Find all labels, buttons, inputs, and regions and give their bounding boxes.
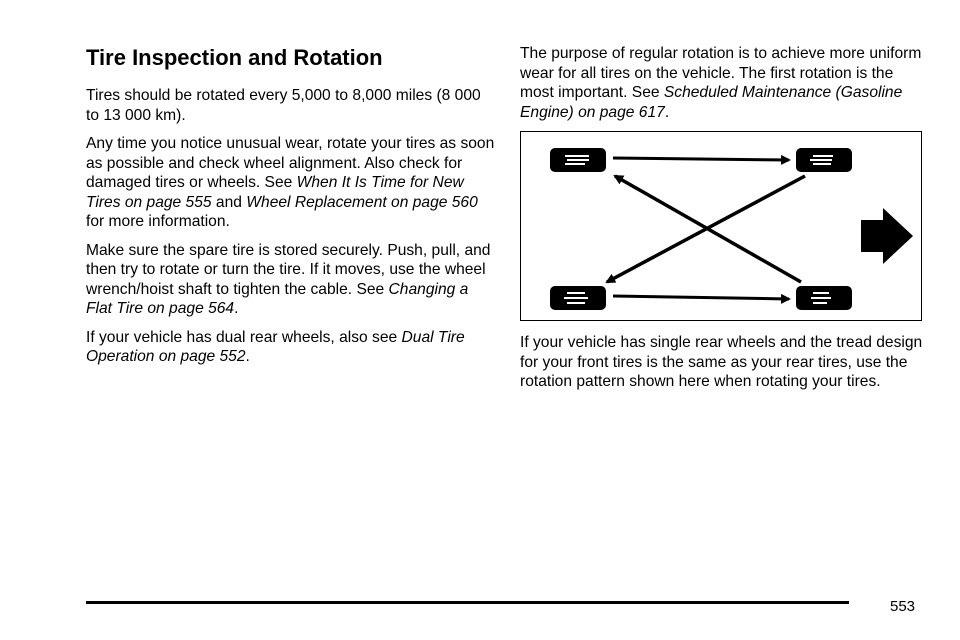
left-column	[86, 44, 496, 376]
link-new-tires[interactable]: When It Is Time for New Tires on page 555	[86, 174, 464, 211]
period: .	[234, 300, 239, 317]
link-scheduled-maintenance[interactable]: Scheduled Maintenance (Gasoline Engine) on page 617	[520, 84, 903, 121]
period: .	[245, 348, 250, 365]
rotation-pattern-svg	[521, 132, 921, 320]
rotation-interval-paragraph: Tires should be rotated every 5,000 to 8,000 miles (8 000 to 13 000 km).	[86, 87, 481, 124]
period: .	[664, 103, 670, 121]
rotation-purpose-text: The purpose of regular rotation is to achieve more uniform wear for all tires on the vehicle. The first rotation is the most important. See	[520, 45, 922, 101]
spare-tire-text: Make sure the spare tire is stored securely. Push, pull, and then try to rotate or turn the tire. If it moves, use the wheel wrench/hoist shaft to tighten the cable. See	[86, 241, 491, 298]
footer-rule	[86, 601, 849, 604]
tire-rear-right	[796, 286, 852, 310]
more-info-text: for more information.	[86, 213, 230, 230]
section-heading: Tire Inspection and Rotation	[86, 45, 383, 70]
and-text: and	[215, 193, 242, 211]
link-dual-tire[interactable]: Dual Tire Operation on page 552	[86, 328, 465, 365]
single-rear-paragraph: If your vehicle has single rear wheels and the tread design for your front tires is the same as your rear tires, use the rotation pattern shown here when rotating your tires.	[520, 334, 923, 390]
unusual-wear-paragraph	[86, 134, 496, 232]
tire-front-right	[796, 148, 852, 172]
vehicle-forward-arrow-icon	[861, 208, 913, 264]
rotation-purpose-paragraph	[520, 44, 925, 122]
tire-front-left	[550, 148, 606, 172]
link-flat-tire[interactable]: Changing a Flat Tire on page 564	[86, 280, 469, 317]
arrow-front-left-to-front-right	[613, 158, 789, 160]
dual-rear-text: If your vehicle has dual rear wheels, also see	[86, 328, 398, 346]
right-column	[520, 44, 925, 401]
spare-tire-paragraph	[86, 241, 496, 319]
link-wheel-replacement[interactable]: Wheel Replacement on page 560	[246, 193, 478, 211]
dual-rear-paragraph	[86, 328, 496, 367]
tire-rear-left	[550, 286, 606, 310]
tire-rotation-diagram	[520, 131, 922, 321]
unusual-wear-text: Any time you notice unusual wear, rotate your tires as soon as possible and check wheel alignment. Also check for damaged tires or wheels. See	[86, 135, 495, 191]
page-number: 553	[890, 598, 916, 615]
arrow-rear-left-to-rear-right	[613, 296, 789, 299]
